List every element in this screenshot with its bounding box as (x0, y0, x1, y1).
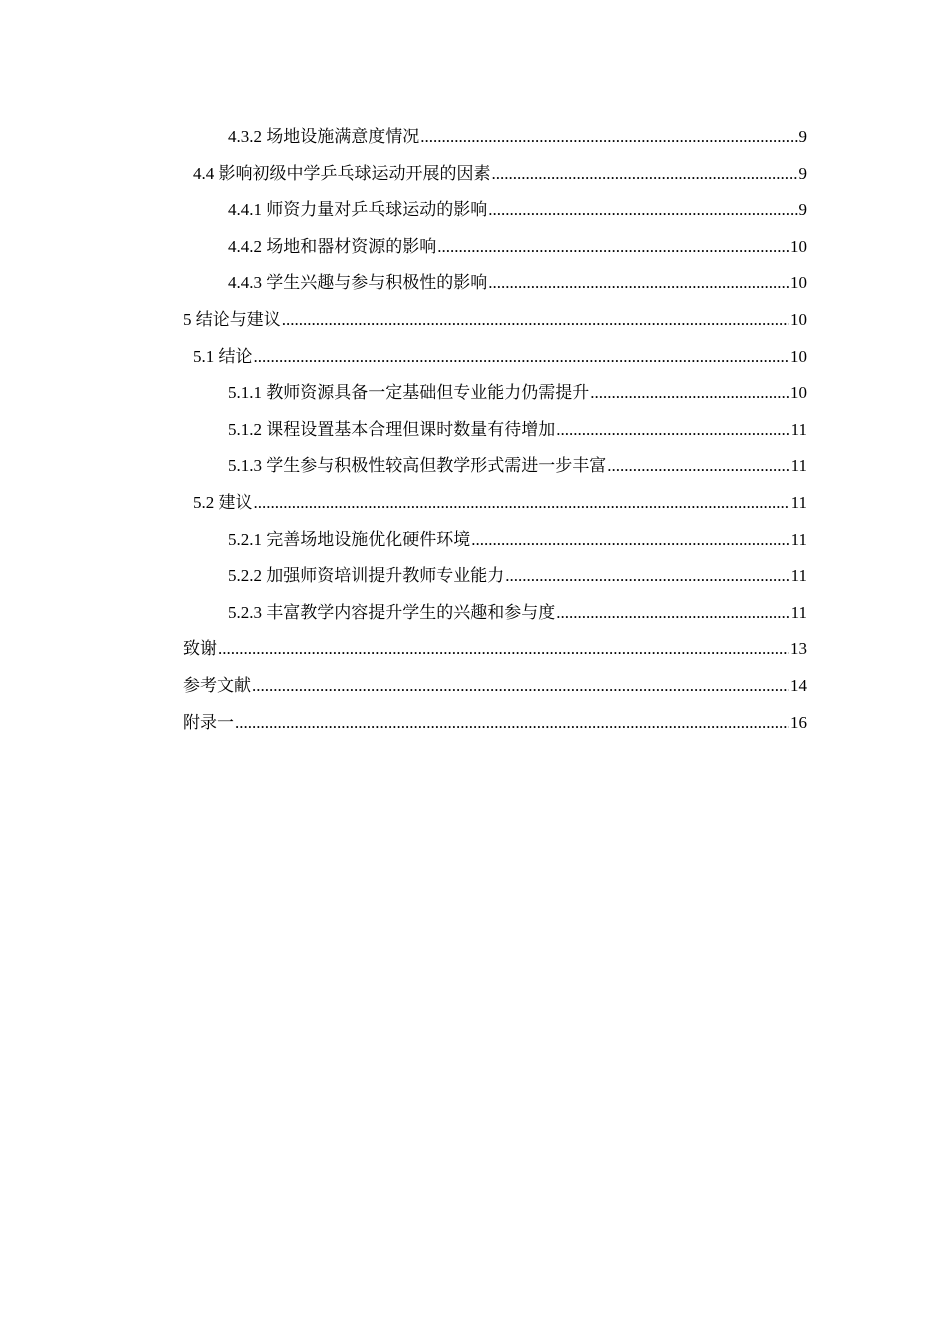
toc-entry-title: 4.4.3 学生兴趣与参与积极性的影响 (228, 273, 488, 293)
toc-entry-page: 13 (790, 639, 807, 659)
toc-entry[interactable] (183, 339, 807, 376)
toc-entry[interactable] (183, 156, 807, 193)
toc-entry-title: 4.4.1 师资力量对乒乓球运动的影响 (228, 200, 488, 220)
toc-entry[interactable] (183, 412, 807, 449)
toc-entry-page: 10 (790, 236, 807, 256)
toc-entry-page: 9 (798, 200, 807, 220)
dot-leader (218, 631, 789, 668)
dot-leader (282, 302, 789, 339)
toc-entry-title: 4.4 影响初级中学乒乓球运动开展的因素 (193, 163, 491, 183)
dot-leader (505, 558, 789, 595)
toc-entry-page: 11 (790, 529, 807, 549)
toc-entry-page: 10 (790, 383, 807, 403)
dot-leader (488, 192, 797, 229)
toc-entry-title: 5.1 结论 (193, 346, 253, 366)
toc-entry-page: 9 (798, 163, 807, 183)
toc-entry-page: 11 (790, 566, 807, 586)
toc-entry[interactable] (183, 119, 807, 156)
toc-entry-title: 4.4.2 场地和器材资源的影响 (228, 236, 437, 256)
dot-leader (590, 375, 789, 412)
toc-entry[interactable] (183, 522, 807, 559)
toc-entry-title: 参考文献 (183, 675, 251, 695)
dot-leader (252, 668, 789, 705)
dot-leader (607, 448, 789, 485)
dot-leader (254, 485, 790, 522)
toc-entry[interactable] (183, 631, 807, 668)
toc-entry-page: 10 (790, 309, 807, 329)
toc-entry[interactable] (183, 192, 807, 229)
dot-leader (488, 265, 789, 302)
toc-entry[interactable] (183, 705, 807, 742)
dot-leader (420, 119, 797, 156)
dot-leader (235, 705, 789, 742)
toc-entry-title: 5.2.3 丰富教学内容提升学生的兴趣和参与度 (228, 602, 556, 622)
toc-entry[interactable] (183, 448, 807, 485)
dot-leader (556, 595, 789, 632)
toc-entry-title: 附录一 (183, 712, 234, 732)
toc-entry-title: 5.2.2 加强师资培训提升教师专业能力 (228, 566, 505, 586)
toc-entry-page: 11 (790, 456, 807, 476)
toc-entry-title: 4.3.2 场地设施满意度情况 (228, 127, 420, 146)
toc-entry-page: 9 (798, 127, 807, 146)
toc-entry[interactable] (183, 229, 807, 266)
toc-entry-title: 5.1.3 学生参与积极性较高但教学形式需进一步丰富 (228, 456, 607, 476)
toc-entry-page: 11 (790, 602, 807, 622)
toc-entry-title: 5.2.1 完善场地设施优化硬件环境 (228, 529, 471, 549)
dot-leader (556, 412, 789, 449)
toc-entry-page: 11 (790, 492, 807, 512)
toc-entry-title: 5.2 建议 (193, 492, 253, 512)
dot-leader (471, 522, 789, 559)
toc-entry-page: 10 (790, 346, 807, 366)
toc-entry-page: 14 (790, 675, 807, 695)
dot-leader (254, 339, 790, 376)
toc-entry[interactable] (183, 558, 807, 595)
dot-leader (437, 229, 789, 266)
toc-entry-title: 5.1.2 课程设置基本合理但课时数量有待增加 (228, 419, 556, 439)
toc-entry-title: 致谢 (183, 639, 217, 659)
toc-entry-page: 16 (790, 712, 807, 732)
dot-leader (492, 156, 798, 193)
toc-entry-title: 5 结论与建议 (183, 309, 281, 329)
toc-entry[interactable] (183, 595, 807, 632)
table-of-contents (183, 119, 807, 741)
toc-entry[interactable] (183, 485, 807, 522)
toc-entry[interactable] (183, 668, 807, 705)
toc-entry-title: 5.1.1 教师资源具备一定基础但专业能力仍需提升 (228, 383, 590, 403)
toc-entry-page: 10 (790, 273, 807, 293)
toc-entry[interactable] (183, 302, 807, 339)
toc-entry[interactable] (183, 375, 807, 412)
toc-entry[interactable] (183, 265, 807, 302)
toc-entry-page: 11 (790, 419, 807, 439)
